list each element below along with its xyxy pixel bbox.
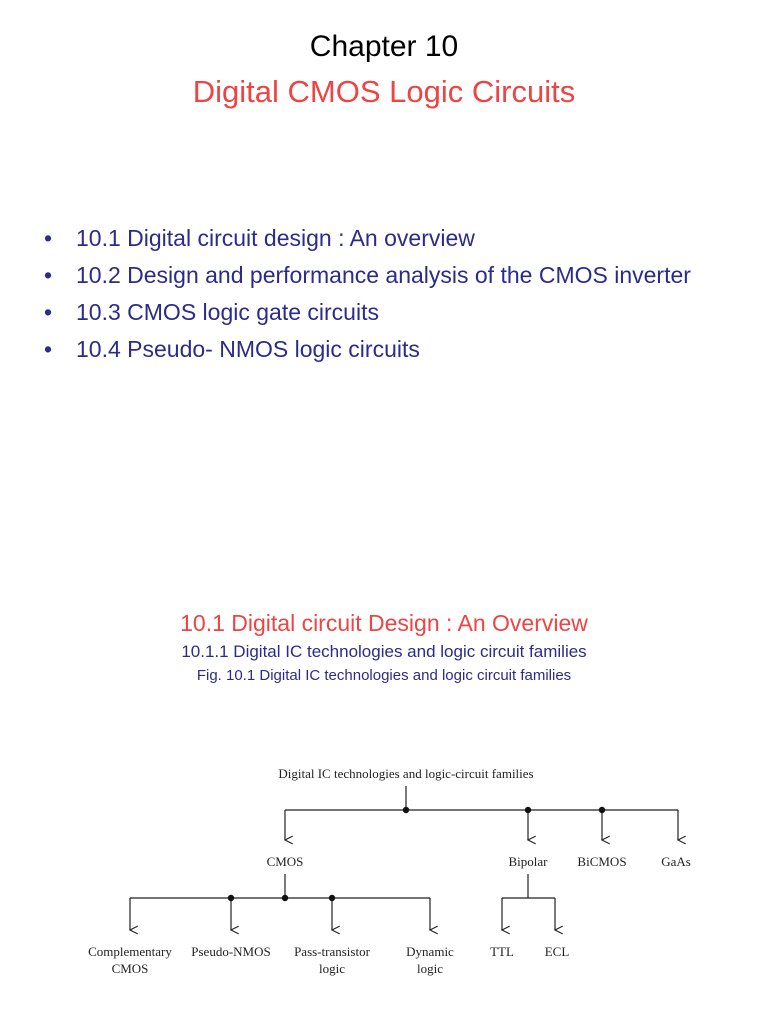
node-ecl: ECL (544, 944, 570, 959)
node-complementary-line1: Complementary (88, 944, 172, 959)
section-subtitle: 10.1.1 Digital IC technologies and logic circuit families (181, 642, 587, 661)
topic-item (44, 222, 724, 254)
topic-item (44, 296, 724, 328)
bullet-glyph: • (44, 299, 53, 325)
node-bicmos: BiCMOS (577, 854, 627, 869)
topic-item (44, 333, 724, 365)
topic-list (44, 222, 724, 370)
junction-dot (525, 807, 531, 813)
topic-text: 10.4 Pseudo- NMOS logic circuits (76, 336, 420, 362)
topic-text: 10.1 Digital circuit design : An overview (76, 225, 475, 251)
chapter-heading: Chapter 10 (309, 30, 459, 63)
chapter-title: Digital CMOS Logic Circuits (192, 74, 576, 109)
section-title: 10.1 Digital circuit Design : An Overview (180, 610, 588, 636)
node-pass-transistor-line1: Pass-transistor (294, 944, 370, 959)
topic-text: 10.3 CMOS logic gate circuits (76, 299, 379, 325)
node-dynamic-line2: logic (417, 961, 443, 976)
node-gaas: GaAs (661, 854, 691, 869)
topic-item (44, 259, 724, 291)
node-dynamic-line1: Dynamic (406, 944, 454, 959)
junction-dot (282, 895, 288, 901)
bullet-glyph: • (44, 262, 53, 288)
node-ttl: TTL (490, 944, 514, 959)
bullet-glyph: • (44, 336, 53, 362)
root-label: Digital IC technologies and logic-circuit families (278, 766, 534, 781)
node-complementary-line2: CMOS (111, 961, 149, 976)
node-bipolar: Bipolar (508, 854, 548, 869)
bullet-glyph: • (44, 225, 53, 251)
figure-caption: Fig. 10.1 Digital IC technologies and logic circuit families (196, 667, 572, 684)
topic-text: 10.2 Design and performance analysis of the CMOS inverter (76, 262, 691, 288)
node-pass-transistor-line2: logic (319, 961, 345, 976)
junction-dot (228, 895, 234, 901)
node-pseudo-nmos: Pseudo-NMOS (191, 944, 271, 959)
junction-dot (403, 807, 409, 813)
junction-dot (329, 895, 335, 901)
slide-2 (0, 590, 768, 1024)
junction-dot (599, 807, 605, 813)
node-cmos: CMOS (266, 854, 304, 869)
technology-tree-diagram (0, 590, 768, 1024)
